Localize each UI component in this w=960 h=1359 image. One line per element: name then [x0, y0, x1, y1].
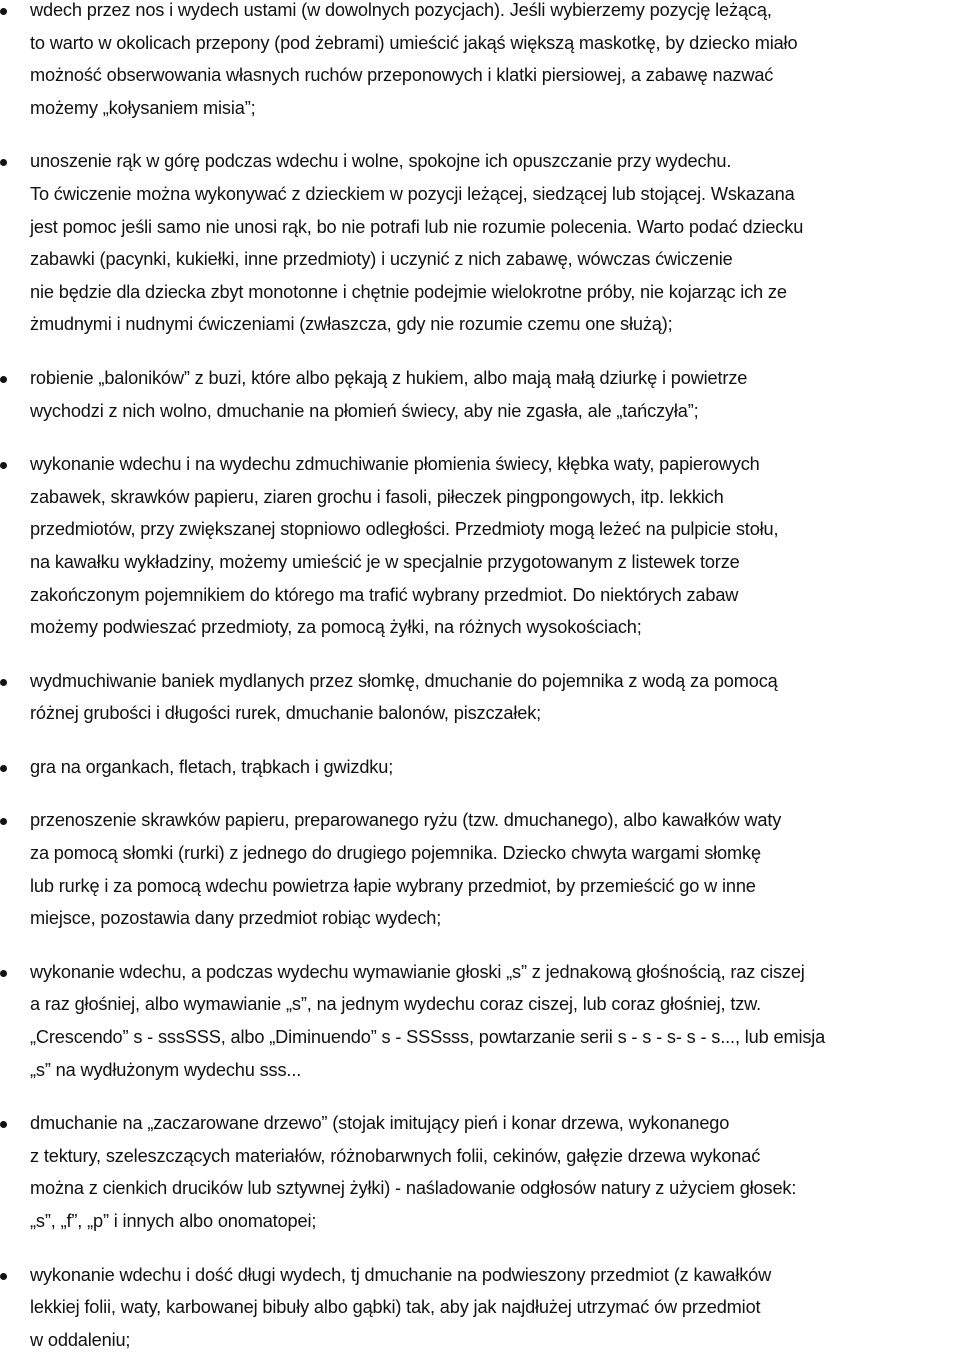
list-item: [0, 448, 960, 644]
list-item: [0, 145, 960, 341]
text-line: wychodzi z nich wolno, dmuchanie na płomień świecy, aby nie zgasła, ale „tańczyła”;: [30, 400, 699, 421]
text-line: wykonanie wdechu i dość długi wydech, tj dmuchanie na podwieszony przedmiot (z kawałków: [30, 1264, 772, 1285]
list-item: [0, 0, 960, 124]
text-line: można z cienkich drucików lub sztywnej żyłki) - naśladowanie odgłosów natury z użyciem głosek:: [30, 1178, 797, 1199]
list-item: [0, 362, 960, 427]
bullet-icon: [0, 818, 7, 825]
text-line: dmuchanie na „zaczarowane drzewo” (stojak imitujący pień i konar drzewa, wykonanego: [30, 1113, 730, 1134]
bullet-icon: [0, 1121, 7, 1128]
text-line: zabawek, skrawków papieru, ziaren grochu i fasoli, piłeczek pingpongowych, itp. lekkich: [30, 486, 724, 507]
list-item: [0, 1107, 960, 1237]
list-item: [0, 665, 960, 730]
text-line: gra na organkach, fletach, trąbkach i gwizdku;: [30, 756, 394, 777]
text-line: zabawki (pacynki, kukiełki, inne przedmioty) i uczynić z nich zabawę, wówczas ćwiczenie: [30, 249, 733, 270]
text-line: możemy podwieszać przedmioty, za pomocą żyłki, na różnych wysokościach;: [30, 617, 642, 638]
text-line: „s” na wydłużonym wydechu sss...: [30, 1059, 302, 1080]
text-line: zakończonym pojemnikiem do którego ma trafić wybrany przedmiot. Do niektórych zabaw: [30, 584, 739, 605]
text-line: wykonanie wdechu i na wydechu zdmuchiwanie płomienia świecy, kłębka waty, papierowych: [30, 454, 760, 475]
text-line: w oddaleniu;: [30, 1329, 131, 1350]
bullet-icon: [0, 159, 7, 166]
text-line: możemy „kołysaniem misia”;: [30, 97, 256, 118]
bullet-icon: [0, 8, 7, 15]
text-line: na kawałku wykładziny, możemy umieścić je w specjalnie przygotowanym z listewek torze: [30, 551, 740, 572]
text-line: lekkiej folii, waty, karbowanej bibuły albo gąbki) tak, aby jak najdłużej utrzymać ów przedmiot: [30, 1297, 761, 1318]
bullet-icon: [0, 765, 7, 772]
list-item: [0, 751, 960, 784]
text-line: to warto w okolicach przepony (pod żebrami) umieścić jakąś większą maskotkę, by dziecko miało: [30, 32, 798, 53]
text-line: wdech przez nos i wydech ustami (w dowolnych pozycjach). Jeśli wybierzemy pozycję leżącą,: [30, 0, 772, 20]
text-line: żmudnymi i nudnymi ćwiczeniami (zwłaszcza, gdy nie rozumie czemu one służą);: [30, 314, 673, 335]
list-item: [0, 804, 960, 934]
text-line: robienie „baloników” z buzi, które albo pękają z hukiem, albo mają małą dziurkę i powietrze: [30, 367, 748, 388]
text-line: „s”, „f”, „p” i innych albo onomatopei;: [30, 1211, 317, 1231]
text-line: możność obserwowania własnych ruchów przeponowych i klatki piersiowej, a zabawę nazwać: [30, 65, 774, 86]
text-line: miejsce, pozostawia dany przedmiot robiąc wydech;: [30, 908, 442, 929]
bullet-icon: [0, 462, 7, 469]
text-line: przedmiotów, przy zwiększanej stopniowo odległości. Przedmioty mogą leżeć na pulpicie stołu,: [30, 519, 779, 540]
list-item: [0, 1259, 960, 1357]
text-line: nie będzie dla dziecka zbyt monotonne i chętnie podejmie wielokrotne próby, nie kojarząc ich ze: [30, 281, 787, 302]
text-line: przenoszenie skrawków papieru, preparowanego ryżu (tzw. dmuchanego), albo kawałków waty: [30, 810, 782, 831]
bullet-icon: [0, 376, 7, 383]
text-line: wykonanie wdechu, a podczas wydechu wymawianie głoski „s” z jednakową głośnością, raz ciszej: [30, 961, 805, 982]
text-line: za pomocą słomki (rurki) z jednego do drugiego pojemnika. Dziecko chwyta wargami słomkę: [30, 843, 761, 864]
list-item: [0, 956, 960, 1086]
text-line: unoszenie rąk w górę podczas wdechu i wolne, spokojne ich opuszczanie przy wydechu.: [30, 151, 732, 172]
bullet-icon: [0, 970, 7, 977]
text-line: wydmuchiwanie baniek mydlanych przez słomkę, dmuchanie do pojemnika z wodą za pomocą: [30, 670, 778, 691]
text-line: jest pomoc jeśli samo nie unosi rąk, bo nie potrafi lub nie rozumie polecenia. Warto podać dziecku: [30, 216, 804, 237]
text-line: a raz głośniej, albo wymawianie „s”, na jednym wydechu coraz ciszej, lub coraz głośniej, tzw.: [30, 994, 762, 1015]
text-line: „Crescendo” s - sssSSS, albo „Diminuendo” s - SSSsss, powtarzanie serii s - s - s- s - s..., lub emisja: [30, 1027, 826, 1048]
bullet-icon: [0, 1273, 7, 1280]
text-line: z tektury, szeleszczących materiałów, różnobarwnych folii, cekinów, gałęzie drzewa wykonać: [30, 1145, 761, 1166]
text-line: To ćwiczenie można wykonywać z dzieckiem w pozycji leżącej, siedzącej lub stojącej. Wskazana: [30, 183, 795, 204]
bullet-icon: [0, 679, 7, 686]
text-line: różnej grubości i długości rurek, dmuchanie balonów, piszczałek;: [30, 703, 542, 724]
text-line: lub rurkę i za pomocą wdechu powietrza łapie wybrany przedmiot, by przemieścić go w inne: [30, 875, 756, 896]
